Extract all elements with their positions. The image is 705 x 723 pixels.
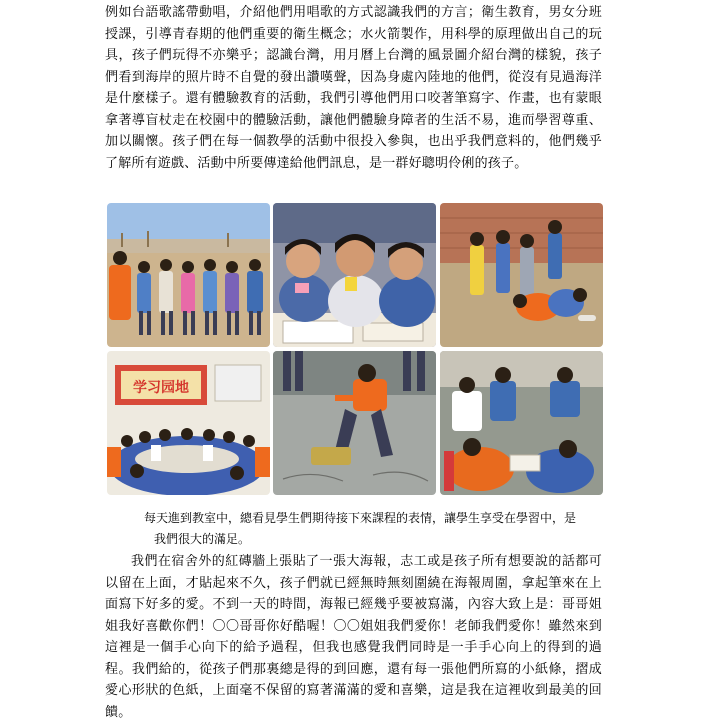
photo-caption <box>144 508 584 550</box>
photo-collage <box>107 203 603 496</box>
classroom-board-sign: 学习园地 <box>133 380 189 396</box>
photo-girls-holding-cards <box>273 203 436 347</box>
photo-outdoor-circle-game <box>107 203 270 347</box>
photo-drawing-on-ground <box>273 351 436 495</box>
caption-line-2: 我們很大的滿足。 <box>154 532 251 546</box>
photo-classroom-circle <box>107 351 270 495</box>
photo-writing-on-floor <box>440 351 603 495</box>
closing-paragraph: 我們在宿舍外的紅磚牆上張貼了一張大海報，志工或是孩子所有想要說的話都可以留在上面，才貼起來不久，孩子們就已經無時無刻圍繞在海報周圍，拿起筆來在上面寫下好多的愛。不到一天的時間，海報已經幾乎要被寫滿，內容大致上是：哥哥姐姐我好喜歡你們！〇〇哥哥你好酷喔！〇〇姐姐我們愛你！老師我們愛你！雖然來到這裡是一個手心向下的給予過程，但我也感覺我們同時是一手手心向上的得到的過程。我們給的，從孩子們那裏總是得的到回應，還有每一張他們所寫的小紙條，摺成愛心形狀的色紙，上面毫不保留的寫著滿滿的愛和喜樂，這是我在這裡收到最美的回饋。 <box>105 554 602 720</box>
caption-line-1: 每天進到教室中，總看見學生們期待接下來課程的表情，讓學生享受在學習中，是 <box>144 511 577 525</box>
photo-water-rocket-ground <box>440 203 603 347</box>
intro-paragraph: 例如台語歌謠帶動唱，介紹他們用唱歌的方式認識我們的方言；衛生教育，男女分班授課，引導青春期的他們重要的衛生概念；水火箭製作，用科學的原理做出自己的玩具，孩子們玩得不亦樂乎；認識台灣，用月曆上台灣的風景圖介紹台灣的樣貌，孩子們看到海岸的照片時不自覺的發出讚嘆聲，因為身處內陸地的他們，從沒有見過海洋是什麼樣子。還有體驗教育的活動，我們引導他們用口咬著筆寫字、作畫，也有蒙眼拿著導盲杖走在校園中的體驗活動，讓他們體驗身障者的生活不易，進而學習尊重、加以關懷。孩子們在每一個教學的活動中很投入參與，也出乎我們意料的，他們幾乎了解所有遊戲、活動中所要傳達給他們訊息，是一群好聰明伶俐的孩子。 <box>105 5 602 171</box>
